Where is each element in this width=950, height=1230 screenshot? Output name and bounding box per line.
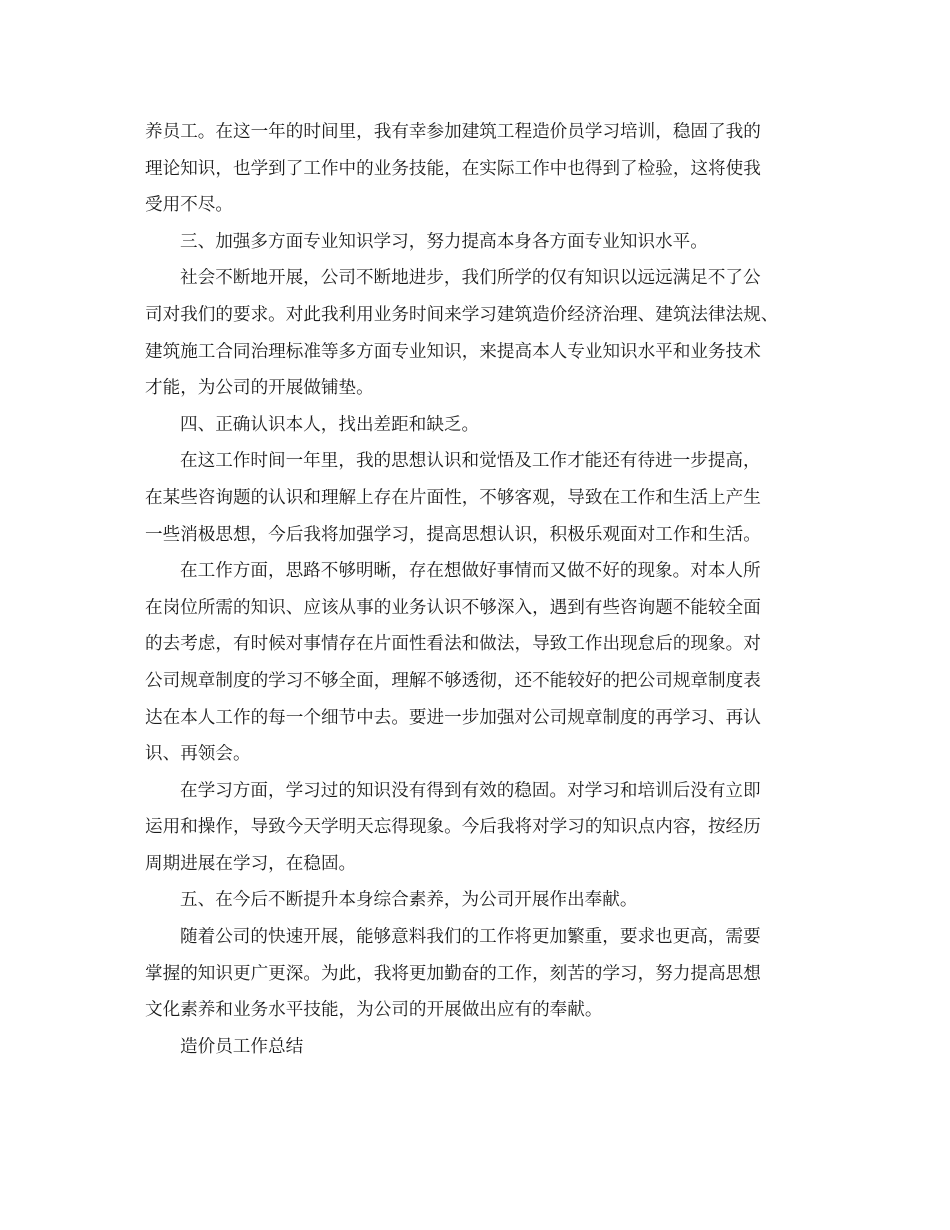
text-line: 达在本人工作的每一个细节中去。要进一步加强对公司规章制度的再学习、再认 (145, 707, 761, 728)
document-body (145, 114, 810, 1065)
text-line: 建筑施工合同治理标准等多方面专业知识，来提高本人专业知识水平和业务技术 (145, 341, 761, 362)
text-line: 识、再领会。 (145, 744, 251, 765)
section-heading-5: 五、在今后不断提升本身综合素养，为公司开展作出奉献。 (180, 890, 638, 911)
text-line: 在学习方面，学习过的知识没有得到有效的稳固。对学习和培训后没有立即 (180, 780, 761, 801)
closing-title: 造价员工作总结 (180, 1036, 304, 1057)
text-line: 公司规章制度的学习不够全面，理解不够透彻，还不能较好的把公司规章制度表 (145, 670, 761, 691)
text-line: 受用不尽。 (145, 195, 233, 216)
text-line: 周期进展在学习，在稳固。 (145, 853, 357, 874)
text-line: 在某些咨询题的认识和理解上存在片面性，不够客观，导致在工作和生活上产生 (145, 487, 761, 508)
text-line: 在这工作时间一年里，我的思想认识和觉悟及工作才能还有待进一步提高， (180, 451, 761, 472)
text-line: 社会不断地开展，公司不断地进步，我们所学的仅有知识以远远满足不了公 (180, 268, 761, 289)
text-line: 的去考虑，有时候对事情存在片面性看法和做法，导致工作出现怠后的现象。对 (145, 634, 761, 655)
section-heading-3: 三、加强多方面专业知识学习，努力提高本身各方面专业知识水平。 (180, 231, 708, 252)
text-line: 理论知识，也学到了工作中的业务技能，在实际工作中也得到了检验，这将使我 (145, 158, 761, 179)
text-line: 司对我们的要求。对此我利用业务时间来学习建筑造价经济治理、建筑法律法规、 (145, 304, 779, 325)
text-line: 文化素养和业务水平技能，为公司的开展做出应有的奉献。 (145, 1000, 603, 1021)
text-line: 在工作方面，思路不够明晰，存在想做好事情而又做不好的现象。对本人所 (180, 561, 761, 582)
text-line: 在岗位所需的知识、应该从事的业务认识不够深入，遇到有些咨询题不能较全面 (145, 597, 761, 618)
text-line: 一些消极思想，今后我将加强学习，提高思想认识，积极乐观面对工作和生活。 (145, 524, 761, 545)
text-line: 掌握的知识更广更深。为此，我将更加勤奋的工作，刻苦的学习，努力提高思想 (145, 963, 761, 984)
text-line: 才能，为公司的开展做铺垫。 (145, 378, 374, 399)
text-line: 养员工。在这一年的时间里，我有幸参加建筑工程造价员学习培训，稳固了我的 (145, 122, 761, 142)
section-heading-4: 四、正确认识本人，找出差距和缺乏。 (180, 414, 480, 435)
text-line: 随着公司的快速开展，能够意料我们的工作将更加繁重，要求也更高，需要 (180, 927, 761, 948)
text-line: 运用和操作，导致今天学明天忘得现象。今后我将对学习的知识点内容，按经历 (145, 817, 761, 838)
